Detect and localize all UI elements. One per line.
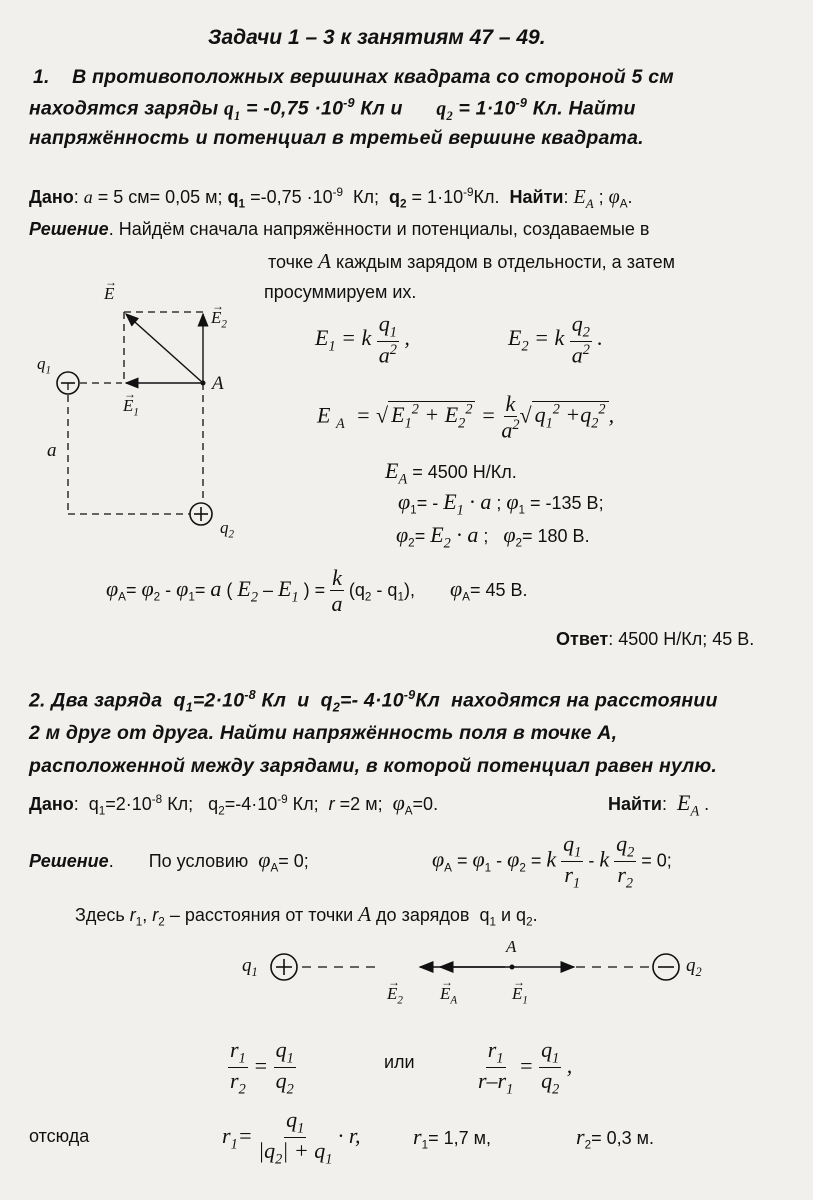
fig2-label-E2: $E_2$ → bbox=[387, 975, 403, 1007]
label-E2: $E_2$ → bbox=[211, 299, 227, 331]
problem2-find: Найти: $E_A$ . bbox=[608, 790, 710, 820]
phi1-line: $\varphi_1= - E_1 \cdot a$ ; $\varphi_1 = -135$ В; bbox=[398, 489, 604, 519]
label-q2: $q_2$ bbox=[220, 518, 235, 541]
problem2-here: Здесь $r_1$, $r_2$ – расстояния от точки A до зарядов $q_1$ и $q_2$. bbox=[75, 902, 538, 929]
label-E: E → bbox=[104, 275, 117, 303]
formula-r1: $r_1=$ $\frac{q_1}{|q_2| + q_1}$ · r, bbox=[222, 1107, 361, 1168]
label-E1: $E_1$ → bbox=[123, 387, 139, 419]
problem1-answer: Ответ: 4500 Н/Кл; 45 В. bbox=[556, 629, 755, 649]
problem1-solution-line1: Решение. Найдём сначала напряжённости и потенциалы, создаваемые в bbox=[29, 219, 650, 239]
problem1-line2: находятся заряды $q_1 = -0,75 \cdot 10^{-9}$ Кл и $q_2 = 1\cdot 10^{-9}$ Кл. Найти bbox=[29, 96, 636, 123]
label-A: A bbox=[212, 373, 224, 394]
given-label-2: Дано bbox=[29, 794, 74, 814]
formula-ratio1: $\frac{r_1}{r_2}$ = $\frac{q_1}{q_2}$ bbox=[230, 1037, 294, 1098]
formula-ratio2: $\frac{r_1}{r-r_1}$ = $\frac{q_1}{q_2}$ , bbox=[478, 1037, 573, 1098]
problem2-solution: Решение. По условию $\varphi_A= 0$; bbox=[29, 847, 309, 875]
problem1-line3: напряжённость и потенциал в третьей вершине квадрата. bbox=[29, 127, 644, 149]
page-title: Задачи 1 – 3 к занятиям 47 – 49. bbox=[208, 26, 546, 49]
formula-E1: $E_1 = k$ $\frac{q_1}{a^2}$ , bbox=[315, 311, 410, 368]
r1-value: $r_1= 1,7$ м, bbox=[413, 1124, 491, 1152]
solution-label: Решение bbox=[29, 219, 109, 239]
problem1-solution-line3: просуммируем их. bbox=[264, 282, 417, 302]
fig2-label-q2: $q_2$ bbox=[686, 955, 702, 979]
find-label-2: Найти bbox=[608, 794, 662, 814]
formula-EA: E $_A$ = √ $E_1^2 + E_2^2$ = $\frac{k}{a^2}$ √ $q_1^2 +q_2^2$ , bbox=[317, 391, 615, 443]
phi2-line: $\varphi_2= E_2 \cdot a$ ; $\varphi_2= 180$ В. bbox=[396, 522, 590, 552]
label-a: a bbox=[47, 440, 57, 461]
problem2-given: Дано: $q_1=2\cdot 10^{-8}$ Кл; $q_2=-4\cdot 10^{-9}$ Кл; r =2 м; $\varphi_A=0$. bbox=[29, 790, 439, 818]
vector-E bbox=[126, 314, 203, 383]
label-q1: $q_1$ bbox=[37, 354, 52, 377]
find-label: Найти bbox=[509, 187, 564, 207]
EA-value: $E_A = 4500$ Н/Кл. bbox=[385, 458, 517, 488]
formula-E2: $E_2 = k$ $\frac{q_2}{a^2}$ . bbox=[508, 311, 603, 368]
solution-label-2: Решение bbox=[29, 851, 109, 871]
or-word: или bbox=[384, 1052, 415, 1072]
problem2-line1: 2. Два заряда $q_1=2\cdot 10^{-8}$ Кл и $q_2=-$ $4\cdot 10^{-9}Кл$ находятся на расстоянии bbox=[29, 688, 718, 715]
problem2-phi-eq: $\varphi_A = \varphi_1 - \varphi_2 = k$ $\frac{q_1}{r_1}$ - k $\frac{q_2}{r_2}$ = 0; bbox=[432, 831, 672, 892]
phiA-line: $\varphi_A= \varphi_2 - \varphi_1= a$ ( $E_2 - E_1$ ) = $\frac{k}{a}$ $(q_2 - q_1)$, $\varphi_A= 45$ В. bbox=[106, 565, 528, 617]
given-label: Дано bbox=[29, 187, 74, 207]
answer-label: Ответ bbox=[556, 629, 609, 649]
problem1-solution-line2: точке A каждым зарядом в отдельности, а затем bbox=[268, 249, 675, 273]
fig2-label-E1: $E_1$ → bbox=[512, 975, 528, 1007]
r2-value: $r_2= 0,3$ м. bbox=[576, 1124, 654, 1152]
problem1-given: Дано: a = 5 см= 0,05 м; $q_1 =-0,75 \cdot 10^{-9}$ Кл; $q_2 = 1\cdot 10^{-9}Кл$. Найти: $E_A$ ; $\varphi_A$. bbox=[29, 186, 633, 211]
fig2-label-A: A bbox=[506, 937, 517, 956]
hence-word: отсюда bbox=[29, 1126, 90, 1146]
problem1-line1: 1. В противоположных вершинах квадрата со стороной 5 см bbox=[33, 66, 674, 88]
fig2-label-q1: $q_1$ bbox=[242, 955, 258, 979]
fig2-label-EA: $E_A$ → bbox=[440, 975, 458, 1007]
problem2-line2: 2 м друг от друга. Найти напряжённость поля в точке А, bbox=[29, 722, 618, 744]
problem2-line3: расположенной между зарядами, в которой потенциал равен нулю. bbox=[29, 755, 718, 777]
